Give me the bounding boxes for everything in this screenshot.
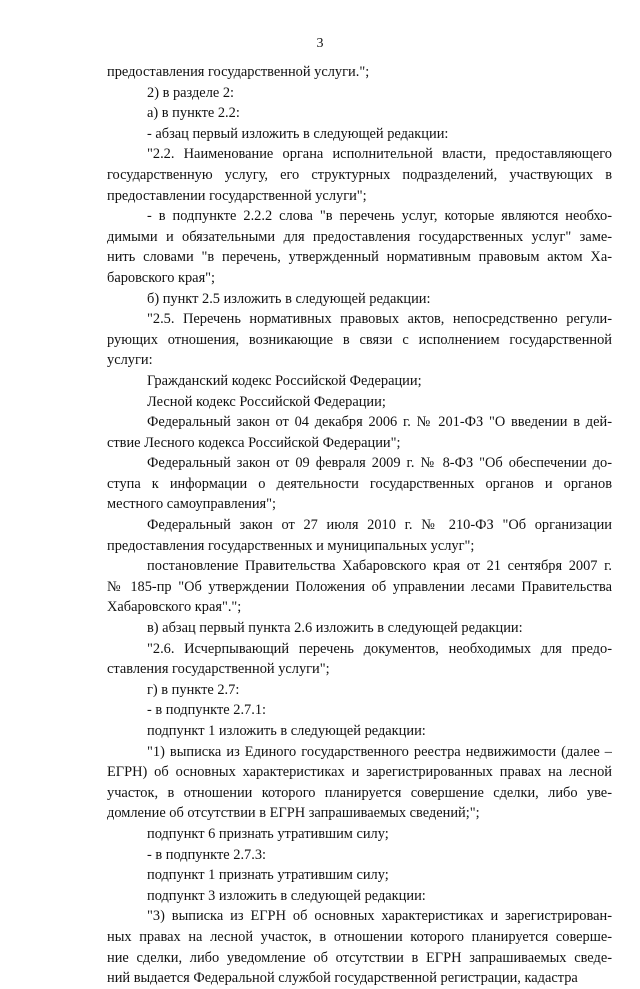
text-line: димыми и обязательными для предоставления государственных услуг" заме- xyxy=(107,228,612,245)
text-line: ных правах на лесной участок, в отношении которого планируется соверше- xyxy=(107,928,612,945)
text-line: предоставления государственных и муниципальных услуг"; xyxy=(107,537,475,554)
paragraph xyxy=(107,700,612,721)
text-line: - абзац первый изложить в следующей редакции: xyxy=(147,125,449,142)
text-line: подпункт 3 изложить в следующей редакции: xyxy=(147,887,426,904)
text-line: 2) в разделе 2: xyxy=(147,84,235,101)
text-line: государственную услугу, его структурных подразделений, участвующих в xyxy=(107,166,612,183)
text-line: участок, в отношении которого планируется совершение сделки, либо уве- xyxy=(107,784,612,801)
paragraph xyxy=(107,845,612,866)
text-line: Федеральный закон от 04 декабря 2006 г. № 201-ФЗ "О введении в дей- xyxy=(147,414,612,431)
text-line: ствие Лесного кодекса Российской Федерации"; xyxy=(107,434,401,451)
paragraph xyxy=(107,618,612,639)
text-line: "2.5. Перечень нормативных правовых актов, непосредственно регули- xyxy=(147,311,612,328)
paragraph xyxy=(107,453,612,515)
paragraph xyxy=(107,371,612,392)
paragraph xyxy=(107,83,612,104)
text-line: подпункт 1 изложить в следующей редакции: xyxy=(147,723,426,739)
paragraph xyxy=(107,906,612,988)
text-line: Лесной кодекс Российской Федерации; xyxy=(147,393,386,410)
paragraph xyxy=(107,721,612,742)
text-line: постановление Правительства Хабаровского края от 21 сентября 2007 г. xyxy=(147,558,612,575)
text-line: баровского края"; xyxy=(107,269,216,286)
text-line: Федеральный закон от 09 февраля 2009 г. № 8-ФЗ "Об обеспечении до- xyxy=(147,455,612,472)
text-line: Гражданский кодекс Российской Федерации; xyxy=(147,372,422,389)
paragraph xyxy=(107,103,612,124)
paragraph xyxy=(107,824,612,845)
text-line: нить словами "в перечень, утвержденный нормативным правовым актом Ха- xyxy=(107,249,612,266)
text-line: услуги: xyxy=(107,352,153,369)
paragraph xyxy=(107,392,612,413)
text-line: - в подпункте 2.7.1: xyxy=(147,702,267,719)
text-line: рующих отношения, возникающие в связи с исполнением государственной xyxy=(107,331,612,348)
paragraph xyxy=(107,206,612,288)
paragraph xyxy=(107,639,612,680)
text-line: ние сделки, либо уведомление об отсутствии в ЕГРН запрашиваемых сведе- xyxy=(107,949,612,966)
paragraph xyxy=(107,289,612,310)
paragraph xyxy=(107,886,612,907)
text-line: предоставлении государственной услуги"; xyxy=(107,187,367,204)
paragraph xyxy=(107,680,612,701)
text-line: ний выдается Федеральной службой государственной регистрации, кадастра xyxy=(107,970,578,987)
paragraph xyxy=(107,124,612,145)
text-line: - в подпункте 2.2.2 слова "в перечень услуг, которые являются необхо- xyxy=(147,208,612,225)
text-line: "2.6. Исчерпывающий перечень документов, необходимых для предо- xyxy=(147,640,612,657)
paragraph xyxy=(107,742,612,824)
text-line: предоставления государственной услуги."; xyxy=(107,64,370,80)
text-line: а) в пункте 2.2: xyxy=(147,105,240,122)
text-line: № 185-пр "Об утверждении Положения об управлении лесами Правительства xyxy=(107,578,612,595)
paragraph xyxy=(107,309,612,371)
text-line: "3) выписка из ЕГРН об основных характеристиках и зарегистрирован- xyxy=(147,908,612,925)
paragraph xyxy=(107,412,612,453)
paragraph xyxy=(107,515,612,556)
paragraph xyxy=(107,62,612,83)
text-line: в) абзац первый пункта 2.6 изложить в следующей редакции: xyxy=(147,620,523,637)
text-line: домление об отсутствии в ЕГРН запрашиваемых сведений;"; xyxy=(107,805,480,822)
paragraph xyxy=(107,144,612,206)
text-line: Хабаровского края"."; xyxy=(107,599,242,616)
paragraph xyxy=(107,865,612,886)
text-line: подпункт 1 признать утратившим силу; xyxy=(147,867,389,884)
text-line: ставления государственной услуги"; xyxy=(107,661,330,678)
text-line: г) в пункте 2.7: xyxy=(147,681,240,698)
paragraph xyxy=(107,556,612,618)
document-body xyxy=(107,62,612,989)
text-line: "1) выписка из Единого государственного реестра недвижимости (далее – xyxy=(147,743,612,760)
text-line: б) пункт 2.5 изложить в следующей редакции: xyxy=(147,290,431,307)
page-number: 3 xyxy=(316,36,324,51)
text-line: - в подпункте 2.7.3: xyxy=(147,846,267,863)
text-line: ступа к информации о деятельности государственных органов и органов xyxy=(107,475,612,492)
text-line: "2.2. Наименование органа исполнительной власти, предоставляющего xyxy=(147,146,612,163)
text-line: Федеральный закон от 27 июля 2010 г. № 210-ФЗ "Об организации xyxy=(147,517,612,534)
text-line: местного самоуправления"; xyxy=(107,496,277,513)
text-line: подпункт 6 признать утратившим силу; xyxy=(147,825,389,842)
text-line: ЕГРН) об основных характеристиках и зарегистрированных правах на лесной xyxy=(107,764,612,781)
